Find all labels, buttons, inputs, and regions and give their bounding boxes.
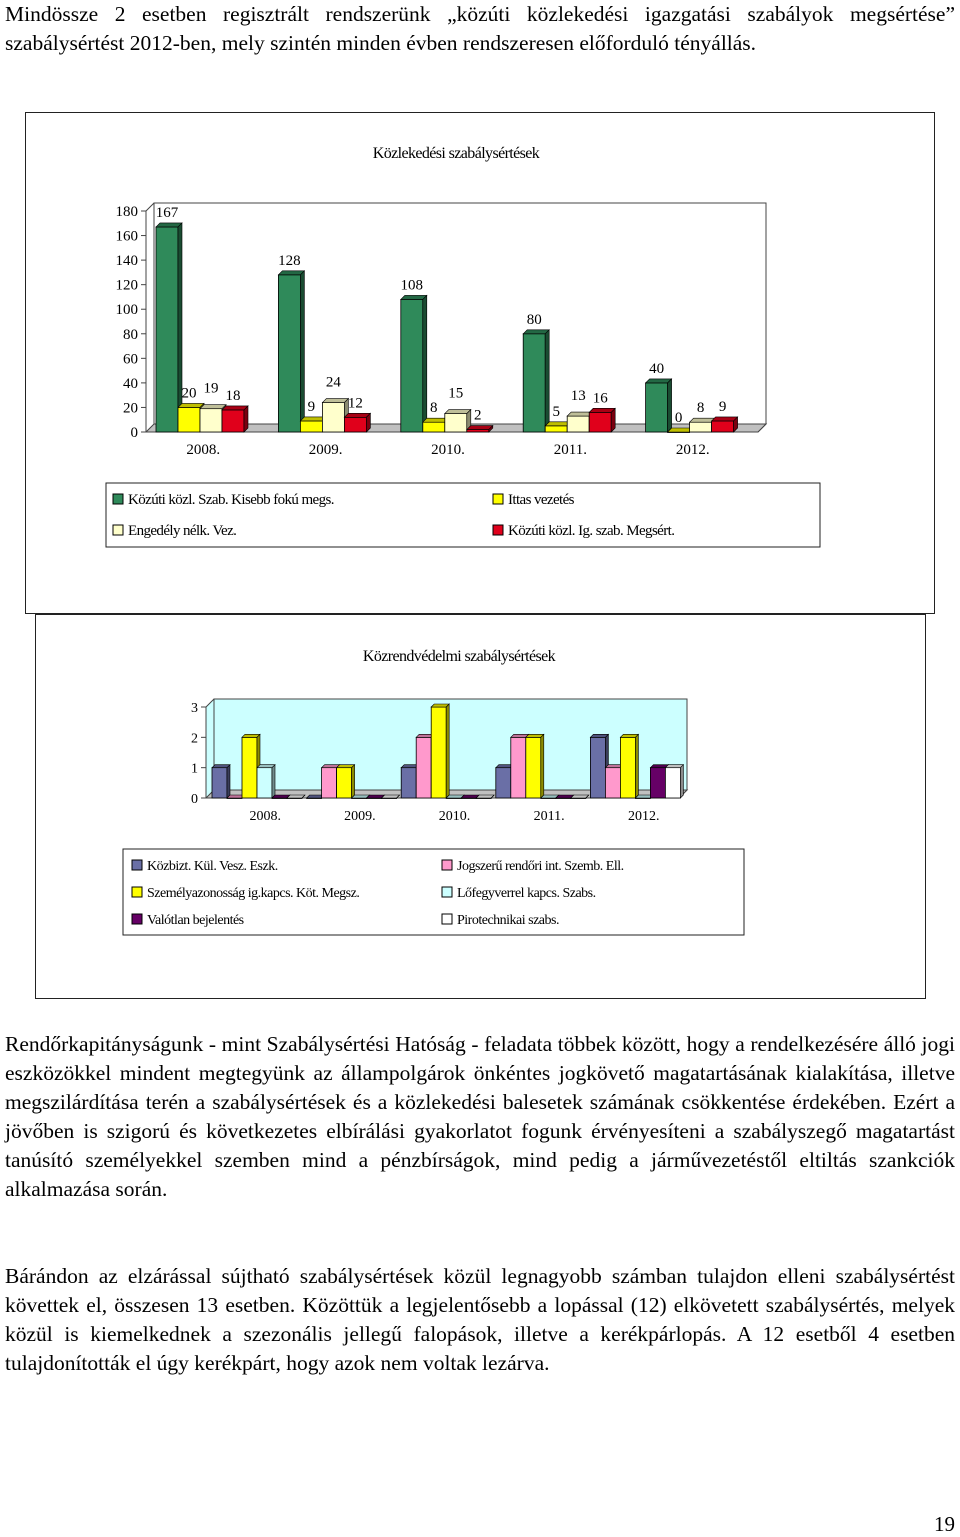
bar-top <box>646 379 672 383</box>
bar <box>344 417 366 432</box>
bar <box>322 768 337 798</box>
x-tick-label: 2010. <box>431 442 465 458</box>
data-label: 16 <box>592 390 608 407</box>
data-label: 167 <box>155 204 179 221</box>
bar-side <box>680 765 683 798</box>
data-label: 18 <box>225 387 241 404</box>
data-label: 9 <box>307 398 316 415</box>
legend-swatch <box>132 914 142 924</box>
bar-top <box>156 223 182 227</box>
bar <box>605 768 620 798</box>
bar-top <box>200 405 226 409</box>
bar-side <box>611 408 615 432</box>
bar-top <box>589 408 615 412</box>
legend-swatch <box>113 494 123 504</box>
legend-swatch <box>493 494 503 504</box>
bar <box>690 422 712 432</box>
y-tick-label: 3 <box>191 701 198 716</box>
legend-swatch <box>493 525 503 535</box>
x-tick-label: 2009. <box>308 442 343 458</box>
bar-side <box>352 765 355 798</box>
bar <box>445 414 467 432</box>
y-tick-label: 140 <box>115 253 138 270</box>
legend-label: Valótlan bejelentés <box>147 913 244 928</box>
bar-side <box>423 295 427 432</box>
intro-paragraph: Mindössze 2 esetben regisztrált rendszerünk „közúti közlekedési igazgatási szabályok megsértése” szabálysértést 2012-ben, mely szintén minden évben rendszeresen előforduló tényállás. <box>5 2 955 55</box>
legend-swatch <box>132 860 142 870</box>
legend-swatch <box>442 887 452 897</box>
bar <box>156 227 178 432</box>
bar <box>200 409 222 432</box>
bar <box>712 421 734 432</box>
x-tick-label: 2009. <box>344 809 376 824</box>
legend-swatch <box>113 525 123 535</box>
bar <box>401 768 416 798</box>
paragraph-property-offences: Bárándon az elzárással sújtható szabálysértések közül legnagyobb számban tulajdon elleni szabálysértést követtek el, összesen 13 esetben. Közöttük a legjelentősebb a lopással (12) elkövetett szabálysértés, melyek közül is kiemelkednek a szezonális jellegű falopások, illetve a kerékpárlopás. A 12 esetből 4 esetben tulajdonították el úgy kerékpárt, hogy azok nem voltak lezárva. <box>5 1264 955 1375</box>
bar-top <box>712 417 738 421</box>
data-label: 108 <box>400 277 424 294</box>
bar-side <box>244 406 248 432</box>
bar-side <box>300 271 304 432</box>
traffic-violations-chart <box>25 112 935 614</box>
bar <box>337 768 352 798</box>
bar-top <box>322 399 348 403</box>
bar <box>511 737 526 798</box>
legend-label: Közúti közl. Ig. szab. Megsért. <box>508 523 675 539</box>
y-tick-label: 180 <box>115 204 138 220</box>
x-tick-label: 2008. <box>186 442 221 458</box>
legend-swatch <box>132 887 142 897</box>
public-order-chart-svg <box>36 615 927 1000</box>
legend-label: Lőfegyverrel kapcs. Szabs. <box>457 886 596 901</box>
bar-side <box>668 379 672 432</box>
legend-label: Személyazonosság ig.kapcs. Köt. Megsz. <box>147 886 360 901</box>
data-label: 15 <box>448 385 464 402</box>
y-tick-label: 100 <box>115 302 138 319</box>
data-label: 13 <box>570 388 586 405</box>
y-tick-label: 0 <box>191 792 198 807</box>
bar-top <box>278 271 304 275</box>
bar-top <box>523 330 549 334</box>
legend-label: Közúti közl. Szab. Kisebb fokú megs. <box>128 492 334 508</box>
data-label: 8 <box>696 400 705 417</box>
legend-label: Jogszerű rendőri int. Szemb. Ell. <box>457 859 624 874</box>
x-tick-label: 2011. <box>533 809 565 824</box>
bar-top <box>401 295 427 299</box>
bar <box>526 737 541 798</box>
data-label: 8 <box>430 400 438 417</box>
legend-label: Közbizt. Kül. Vesz. Eszk. <box>147 859 278 874</box>
y-tick-label: 120 <box>115 277 138 294</box>
chart-title: Közlekedési szabálysértések <box>372 145 540 162</box>
y-tick-label: 1 <box>191 761 198 777</box>
bar <box>545 426 567 432</box>
bar <box>590 737 605 798</box>
chart-title: Közrendvédelmi szabálysértések <box>362 648 556 665</box>
data-label: 80 <box>526 311 542 328</box>
data-label: 40 <box>649 360 665 377</box>
bar-side <box>545 330 549 432</box>
data-label: 0 <box>674 410 683 426</box>
bar <box>222 410 244 432</box>
bar <box>567 416 589 432</box>
bar <box>423 422 445 432</box>
bar-side <box>227 765 230 798</box>
bar <box>300 421 322 432</box>
y-tick-label: 40 <box>123 375 138 392</box>
bar-side <box>541 734 544 798</box>
bar <box>620 737 635 798</box>
bar-top <box>344 413 370 417</box>
data-label: 12 <box>347 395 363 412</box>
legend-label: Engedély nélk. Vez. <box>128 523 237 539</box>
data-label: 9 <box>718 398 727 415</box>
bar <box>496 768 511 798</box>
bar <box>650 768 665 798</box>
x-tick-label: 2008. <box>249 809 282 824</box>
bar <box>278 275 300 432</box>
traffic-chart-svg <box>26 113 936 615</box>
bar-top <box>445 410 471 414</box>
bar <box>322 403 344 432</box>
y-tick-label: 60 <box>123 351 138 368</box>
bar-top <box>467 426 493 430</box>
bar <box>646 383 668 432</box>
bar <box>589 412 611 432</box>
y-tick-label: 2 <box>191 731 198 747</box>
x-tick-label: 2012. <box>627 809 660 824</box>
data-label: 5 <box>552 403 560 420</box>
legend-label: Ittas vezetés <box>508 492 574 508</box>
bar <box>178 407 200 432</box>
y-tick-label: 160 <box>115 228 138 245</box>
y-tick-label: 20 <box>123 400 138 417</box>
data-label: 2 <box>474 407 482 424</box>
bar-top <box>222 406 248 410</box>
y-tick-label: 80 <box>123 326 138 343</box>
bar-side <box>272 765 275 798</box>
x-tick-label: 2011. <box>553 442 588 458</box>
public-order-violations-chart <box>35 614 926 999</box>
legend-swatch <box>442 914 452 924</box>
bar <box>212 768 227 798</box>
bar <box>523 334 545 432</box>
bar-side <box>446 704 449 798</box>
page-number: 19 <box>934 1512 955 1536</box>
bar <box>467 430 489 432</box>
legend-swatch <box>442 860 452 870</box>
data-label: 20 <box>181 385 197 402</box>
y-tick-label: 0 <box>130 425 138 441</box>
bar <box>242 737 257 798</box>
data-label: 128 <box>278 252 301 269</box>
bar <box>665 768 680 798</box>
bar-side <box>635 734 638 798</box>
data-label: 24 <box>325 374 341 391</box>
bar <box>416 737 431 798</box>
paragraph-sanctions: Rendőrkapitányságunk - mint Szabálysértési Hatóság - feladata többek között, hogy a rendelkezésére álló jogi eszközökkel mindent megtegyünk az állampolgárok önkéntes jogkövető magatartásának kialakítása, illetve megszilárdítása terén a szabálysértések és a közlekedési balesetek számának csökkentése érdekében. Ezért a jövőben is szigorú és következetes elbírálási gyakorlatot fogunk érvényesíteni a szabályszegő magatartást tanúsító személyekkel szemben mind a pénzbírságok, mind pedig a járművezetéstől eltiltás szankciók alkalmazása során. <box>5 1032 955 1201</box>
bar-top <box>178 403 204 407</box>
x-tick-label: 2010. <box>438 809 471 824</box>
bar <box>431 707 446 798</box>
bar <box>257 768 272 798</box>
legend-label: Pirotechnikai szabs. <box>457 913 559 928</box>
data-label: 19 <box>203 380 219 397</box>
x-tick-label: 2012. <box>675 442 710 458</box>
bar <box>401 299 423 432</box>
